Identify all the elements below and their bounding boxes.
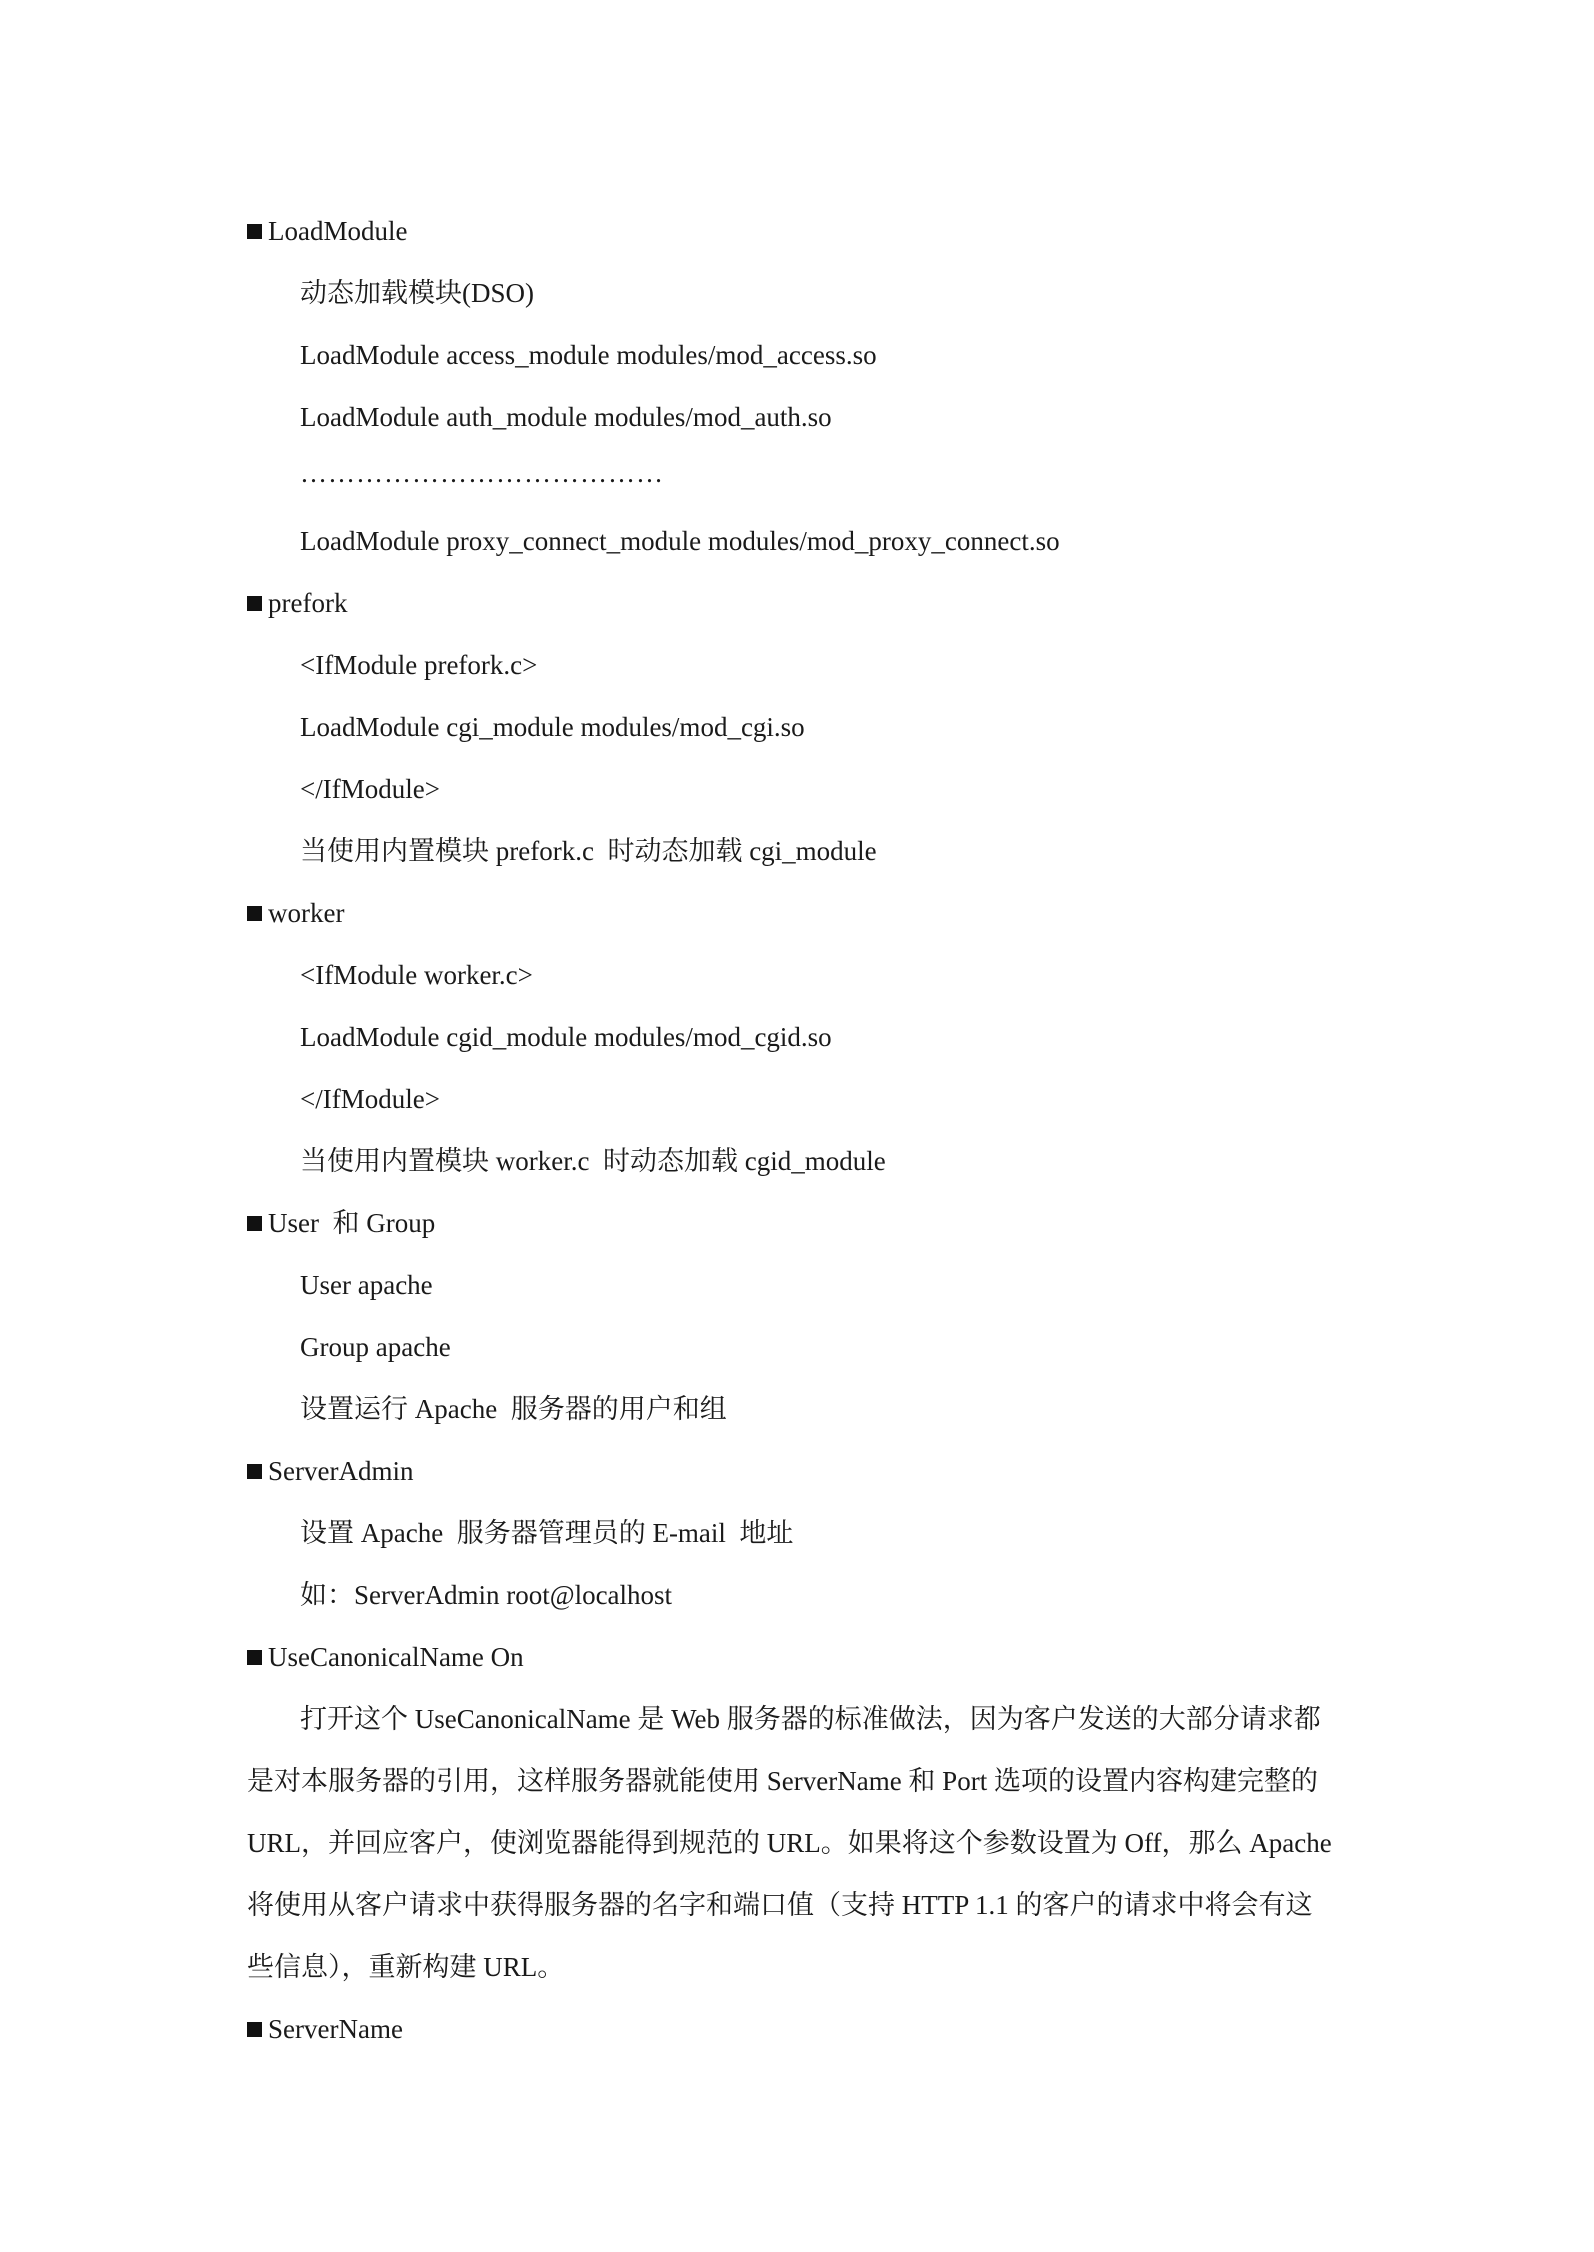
bullet-square-icon — [247, 224, 262, 239]
config-line: <IfModule worker.c> — [300, 960, 533, 990]
body-line: 设置运行 Apache 服务器的用户和组 — [300, 1394, 727, 1424]
bullet-square-icon — [247, 1650, 262, 1665]
body-line: 当使用内置模块 worker.c 时动态加载 cgid_module — [300, 1146, 886, 1176]
heading-text: worker — [268, 898, 345, 928]
paragraph-line: 将使用从客户请求中获得服务器的名字和端口值（支持 HTTP 1.1 的客户的请求中将会有这 — [247, 1890, 1313, 1920]
section-heading-serveradmin — [247, 1453, 413, 1489]
config-line: Group apache — [300, 1332, 451, 1362]
config-line: LoadModule access_module modules/mod_access.so — [300, 340, 877, 370]
bullet-square-icon — [247, 596, 262, 611]
body-line: 如：ServerAdmin root@localhost — [300, 1580, 673, 1610]
bullet-square-icon — [247, 1464, 262, 1479]
config-line: <IfModule prefork.c> — [300, 650, 538, 680]
bullet-square-icon — [247, 906, 262, 921]
paragraph-line: 是对本服务器的引用，这样服务器就能使用 ServerName 和 Port 选项的设置内容构建完整的 — [247, 1766, 1318, 1796]
config-line: </IfModule> — [300, 1084, 440, 1114]
paragraph-line: URL，并回应客户，使浏览器能得到规范的 URL。如果将这个参数设置为 Off，那么 Apache — [247, 1828, 1332, 1858]
section-heading-servername — [247, 2011, 403, 2047]
section-heading-user-group — [247, 1205, 435, 1241]
heading-text: User 和 Group — [268, 1208, 436, 1238]
heading-text: ServerAdmin — [268, 1456, 414, 1486]
heading-text: UseCanonicalName On — [268, 1642, 524, 1672]
config-line: LoadModule cgid_module modules/mod_cgid.so — [300, 1022, 832, 1052]
section-heading-worker — [247, 895, 344, 931]
paragraph-line: 打开这个 UseCanonicalName 是 Web 服务器的标准做法，因为客户发送的大部分请求都 — [300, 1704, 1321, 1734]
config-line: LoadModule proxy_connect_module modules/mod_proxy_connect.so — [300, 526, 1060, 556]
heading-text: LoadModule — [268, 216, 408, 246]
bullet-square-icon — [247, 2022, 262, 2037]
paragraph-line: 些信息），重新构建 URL。 — [247, 1952, 565, 1982]
config-line: User apache — [300, 1270, 433, 1300]
ellipsis-line: ………………………………… — [300, 458, 664, 488]
heading-text: ServerName — [268, 2014, 403, 2044]
body-line: 设置 Apache 服务器管理员的 E-mail 地址 — [300, 1518, 794, 1548]
config-line: LoadModule auth_module modules/mod_auth.so — [300, 402, 832, 432]
config-line: </IfModule> — [300, 774, 440, 804]
heading-text: prefork — [268, 588, 348, 618]
body-line: 当使用内置模块 prefork.c 时动态加载 cgi_module — [300, 836, 877, 866]
section-heading-prefork — [247, 585, 347, 621]
config-line: LoadModule cgi_module modules/mod_cgi.so — [300, 712, 805, 742]
bullet-square-icon — [247, 1216, 262, 1231]
body-line: 动态加载模块(DSO) — [300, 278, 534, 308]
section-heading-usecanonicalname — [247, 1639, 524, 1675]
section-heading-loadmodule — [247, 213, 407, 249]
